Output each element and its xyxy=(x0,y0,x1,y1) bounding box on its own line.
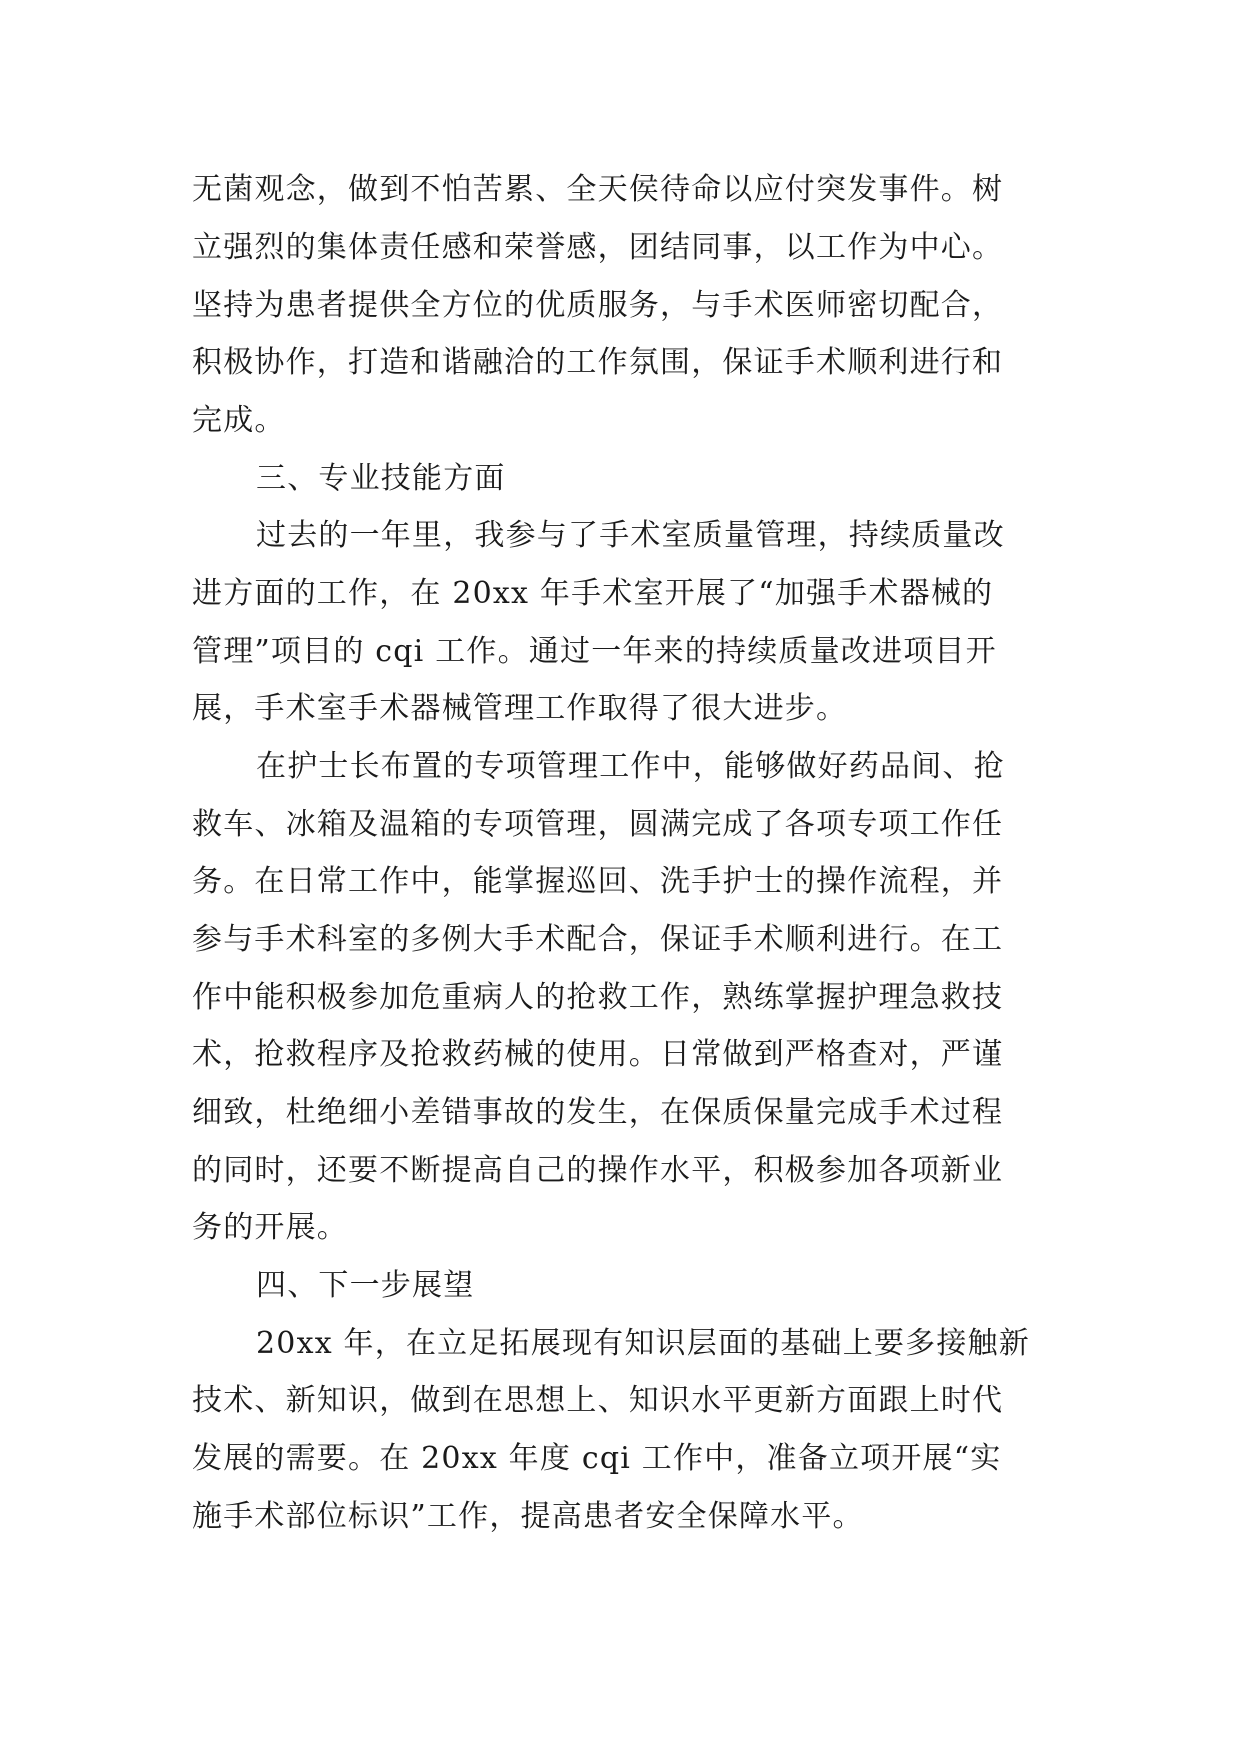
text-line: 坚持为患者提供全方位的优质服务，与手术医师密切配合， xyxy=(192,288,1004,323)
text-line: 管理”项目的 cqi 工作。通过一年来的持续质量改进项目开 xyxy=(192,634,997,669)
text-line: 20xx 年，在立足拓展现有知识层面的基础上要多接触新 xyxy=(256,1326,1030,1361)
text-line: 务。在日常工作中，能掌握巡回、洗手护士的操作流程，并 xyxy=(192,864,1004,899)
text-line: 作中能积极参加危重病人的抢救工作，熟练掌握护理急救技 xyxy=(192,980,1004,1015)
text-line: 施手术部位标识”工作，提高患者安全保障水平。 xyxy=(192,1499,864,1534)
text-line: 务的开展。 xyxy=(192,1210,348,1245)
text-line: 术，抢救程序及抢救药械的使用。日常做到严格查对，严谨 xyxy=(192,1037,1004,1072)
text-line: 参与手术科室的多例大手术配合，保证手术顺利进行。在工 xyxy=(192,922,1004,957)
text-line: 无菌观念，做到不怕苦累、全天侯待命以应付突发事件。树 xyxy=(192,172,1004,207)
text-line: 发展的需要。在 20xx 年度 cqi 工作中，准备立项开展“实 xyxy=(192,1441,1002,1476)
text-line: 展，手术室手术器械管理工作取得了很大进步。 xyxy=(192,691,848,726)
text-line: 在护士长布置的专项管理工作中，能够做好药品间、抢 xyxy=(256,749,1005,784)
text-line: 过去的一年里，我参与了手术室质量管理，持续质量改 xyxy=(256,518,1005,553)
text-line: 细致，杜绝细小差错事故的发生，在保质保量完成手术过程 xyxy=(192,1095,1004,1130)
text-line: 积极协作，打造和谐融洽的工作氛围，保证手术顺利进行和 xyxy=(192,345,1004,380)
text-line: 救车、冰箱及温箱的专项管理，圆满完成了各项专项工作任 xyxy=(192,807,1004,842)
text-line: 立强烈的集体责任感和荣誉感，团结同事，以工作为中心。 xyxy=(192,230,1004,265)
text-line: 进方面的工作，在 20xx 年手术室开展了“加强手术器械的 xyxy=(192,576,994,611)
text-line: 的同时，还要不断提高自己的操作水平，积极参加各项新业 xyxy=(192,1153,1004,1188)
section-heading: 三、专业技能方面 xyxy=(256,461,506,496)
text-line: 完成。 xyxy=(192,403,286,438)
section-heading: 四、下一步展望 xyxy=(256,1268,475,1303)
text-line: 技术、新知识，做到在思想上、知识水平更新方面跟上时代 xyxy=(192,1383,1004,1418)
